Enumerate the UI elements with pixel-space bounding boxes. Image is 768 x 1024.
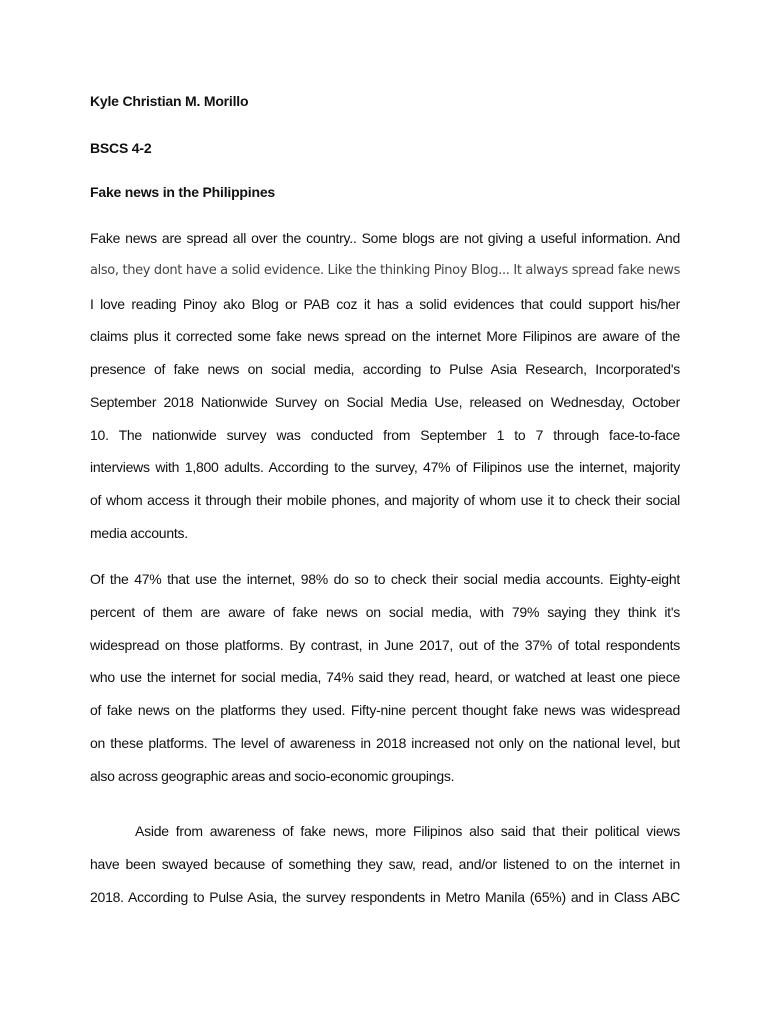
paragraph-1 xyxy=(90,222,680,550)
paragraph-line: interviews with 1,800 adults. According to the survey, 47% of Filipinos use the internet, majority xyxy=(90,459,680,476)
paragraph-line: claims plus it corrected some fake news spread on the internet More Filipinos are aware of the xyxy=(90,328,680,345)
paragraph-line: of whom access it through their mobile phones, and majority of whom use it to check their social xyxy=(90,492,680,508)
paragraph-line: I love reading Pinoy ako Blog or PAB coz it has a solid evidences that could support his/her xyxy=(90,295,680,312)
paragraph-line: also, they dont have a solid evidence. Like the thinking Pinoy Blog... It always spread fake news xyxy=(90,262,680,278)
paragraph-line: Of the 47% that use the internet, 98% do so to check their social media accounts. Eighty-eight xyxy=(90,571,680,587)
paragraph-line: who use the internet for social media, 74% said they read, heard, or watched at least one piece xyxy=(90,669,680,686)
paragraph-line: have been swayed because of something they saw, read, and/or listened to on the internet in xyxy=(90,855,680,872)
paragraph-line: also across geographic areas and socio-economic groupings. xyxy=(90,767,455,784)
paragraph-line: 10. The nationwide survey was conducted from September 1 to 7 through face-to-face xyxy=(90,426,680,443)
paragraph-line: 2018. According to Pulse Asia, the survey respondents in Metro Manila (65%) and in Class ABC xyxy=(90,888,680,905)
paragraph-line: September 2018 Nationwide Survey on Social Media Use, released on Wednesday, October xyxy=(90,393,680,410)
paragraph-line: presence of fake news on social media, according to Pulse Asia Research, Incorporated's xyxy=(90,361,680,377)
document-title: Fake news in the Philippines xyxy=(90,184,275,200)
paragraph-line: media accounts. xyxy=(90,524,188,541)
class-section: BSCS 4-2 xyxy=(90,140,152,156)
paragraph-line: of fake news on the platforms they used. Fifty-nine percent thought fake news was widespread xyxy=(90,702,680,718)
paragraph-line: percent of them are aware of fake news on social media, with 79% saying they think it's xyxy=(90,603,680,620)
paragraph-line: widespread on those platforms. By contrast, in June 2017, out of the 37% of total respondents xyxy=(90,636,680,653)
paragraph-2 xyxy=(90,563,680,792)
paragraph-3 xyxy=(90,815,680,913)
paragraph-line: on these platforms. The level of awareness in 2018 increased not only on the national level, but xyxy=(90,734,680,751)
author-name: Kyle Christian M. Morillo xyxy=(90,93,249,109)
paragraph-line: Aside from awareness of fake news, more Filipinos also said that their political views xyxy=(135,823,680,839)
paragraph-line: Fake news are spread all over the country.. Some blogs are not giving a useful information. And xyxy=(90,230,680,246)
